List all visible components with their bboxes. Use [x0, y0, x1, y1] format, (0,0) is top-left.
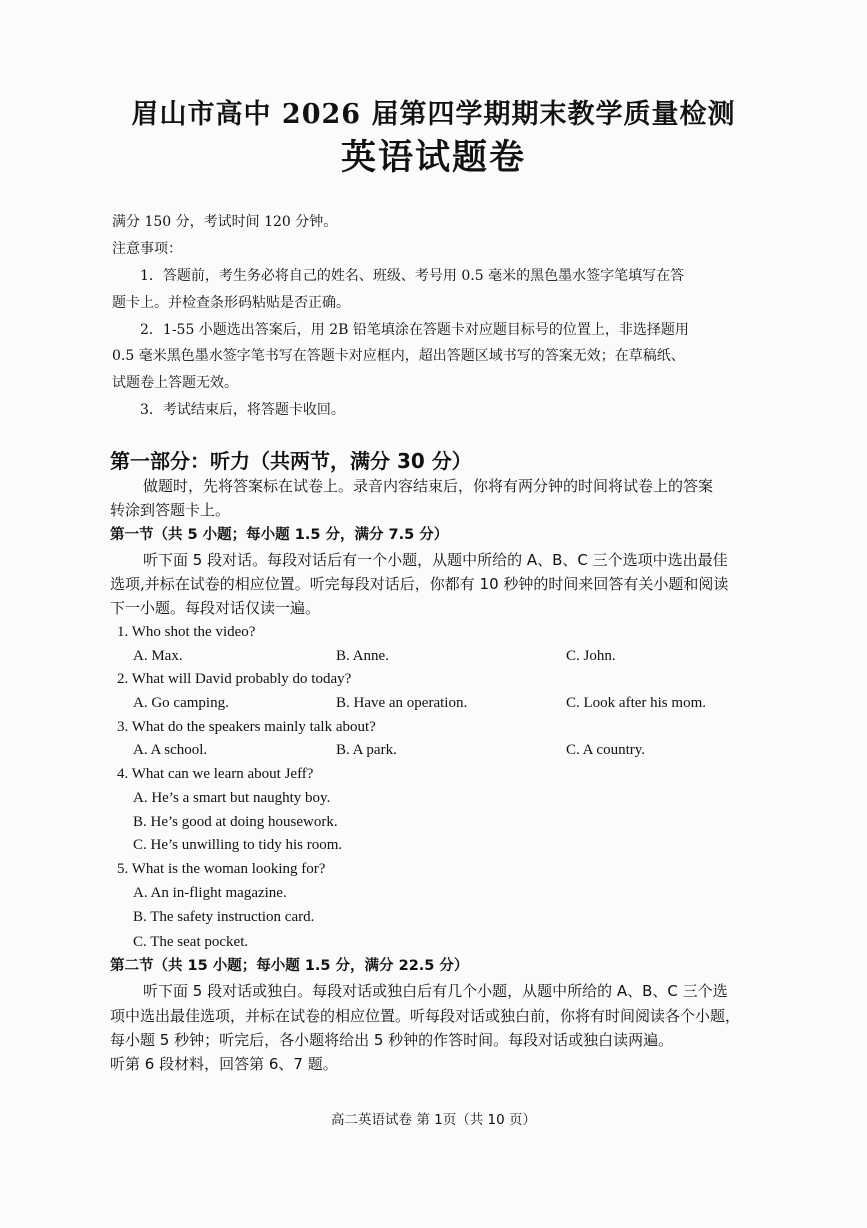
section-2-directions-line-4: 听第 6 段材料，回答第 6、7 题。 — [110, 1055, 338, 1073]
question-5-option-a: A. An in-flight magazine. — [133, 885, 287, 901]
section-2-directions-line-1: 听下面 5 段对话或独白。每段对话或独白后有几个小题，从题中所给的 A、B、C 三个选 — [143, 982, 728, 1000]
question-1-option-b: B. Anne. — [336, 648, 389, 664]
question-1-option-a: A. Max. — [133, 648, 183, 664]
question-1-option-c: C. John. — [566, 648, 616, 664]
question-3-option-a: A. A school. — [133, 742, 208, 758]
exam-title: 眉山市高中 2026 届第四学期期末教学质量检测 — [131, 99, 736, 130]
section-2-directions-line-2: 项中选出最佳选项，并标在试卷的相应位置。听每段对话或独白前，你将有时间阅读各个小题， — [110, 1007, 741, 1025]
question-5-option-c: C. The seat pocket. — [133, 934, 249, 950]
question-2-option-b: B. Have an operation. — [336, 695, 468, 711]
note-2-line-3: 试题卷上答题无效。 — [112, 375, 238, 391]
question-5-option-b: B. The safety instruction card. — [133, 909, 315, 925]
question-3: 3. What do the speakers mainly talk about? — [117, 719, 376, 735]
note-2-line-1: 2．1-55 小题选出答案后，用 2B 铅笔填涂在答题卡对应题目标号的位置上，非选择题用 — [140, 322, 689, 338]
note-1-line-2: 题卡上。并检查条形码粘贴是否正确。 — [112, 295, 350, 311]
section-1-directions-line-2: 选项,并标在试卷的相应位置。听完每段对话后，你都有 10 秒钟的时间来回答有关小题和阅读 — [110, 575, 729, 593]
part-1-heading: 第一部分：听力（共两节，满分 30 分） — [110, 449, 472, 473]
notes-title: 注意事项： — [112, 241, 182, 257]
question-3-option-b: B. A park. — [336, 742, 397, 758]
score-time-line: 满分 150 分，考试时间 120 分钟。 — [112, 214, 338, 230]
question-4-option-c: C. He’s unwilling to tidy his room. — [133, 837, 343, 853]
section-1-heading: 第一节（共 5 小题；每小题 1.5 分，满分 7.5 分） — [110, 527, 449, 543]
question-2: 2. What will David probably do today? — [117, 671, 352, 687]
note-3: 3．考试结束后，将答题卡收回。 — [140, 402, 345, 418]
question-2-option-a: A. Go camping. — [133, 695, 229, 711]
question-2-option-c: C. Look after his mom. — [566, 695, 706, 711]
question-4-option-a: A. He’s a smart but naughty boy. — [133, 790, 331, 806]
part-1-intro-line-2: 转涂到答题卡上。 — [110, 501, 231, 519]
part-1-intro-line-1: 做题时，先将答案标在试卷上。录音内容结束后，你将有两分钟的时间将试卷上的答案 — [143, 477, 714, 495]
exam-subtitle: 英语试题卷 — [340, 137, 526, 178]
section-2-directions-line-3: 每小题 5 秒钟；听完后，各小题将给出 5 秒钟的作答时间。每段对话或独白读两遍。 — [110, 1031, 674, 1049]
question-4: 4. What can we learn about Jeff? — [117, 766, 314, 782]
question-5: 5. What is the woman looking for? — [117, 861, 326, 877]
note-2-line-2: 0.5 毫米黑色墨水签字笔书写在答题卡对应框内，超出答题区域书写的答案无效；在草稿纸、 — [112, 348, 685, 364]
question-3-option-c: C. A country. — [566, 742, 646, 758]
question-4-option-b: B. He’s good at doing housework. — [133, 814, 338, 830]
section-1-directions-line-3: 下一小题。每段对话仅读一遍。 — [110, 599, 321, 617]
note-1-line-1: 1．答题前，考生务必将自己的姓名、班级、考号用 0.5 毫米的黑色墨水签字笔填写在答 — [140, 268, 685, 284]
section-1-directions-line-1: 听下面 5 段对话。每段对话后有一个小题，从题中所给的 A、B、C 三个选项中选出最佳 — [143, 551, 728, 569]
page-footer: 高二英语试卷 第 1页（共 10 页） — [331, 1112, 536, 1128]
question-1: 1. Who shot the video? — [117, 624, 256, 640]
section-2-heading: 第二节（共 15 小题；每小题 1.5 分，满分 22.5 分） — [110, 958, 469, 974]
